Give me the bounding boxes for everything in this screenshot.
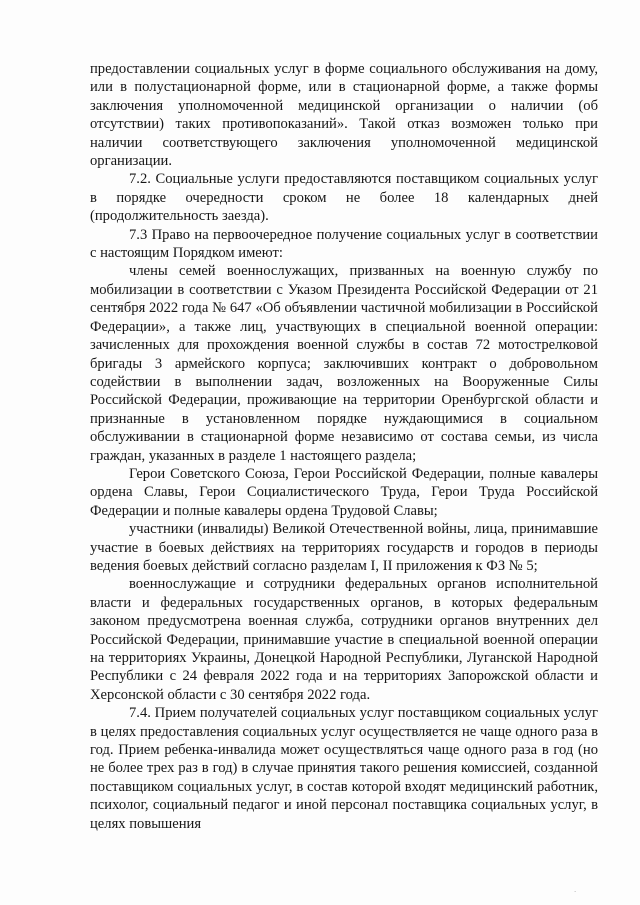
- list-item-mobilized-families: члены семей военнослужащих, призванных на военную службу по мобилизации в соответствии с Указом Президента Российской Федерации от 21 сентября 2022 года № 647 «Об объявлении частичной мобилизации в Российской Федерации», а также лиц, участвующих в специальной военной операции: зачисленных для прохождения военной службы в состав 72 мотострелковой бригады 3 армейского корпуса; заключивших контракт о добровольном содействии в выполнении задач, возложенных на Вооруженные Силы Российской Федерации, проживающие на территории Оренбургской области и признанные в установленном порядке нуждающимися в социальном обслуживании в стационарной форме независимо от состава семьи, из числа граждан, указанных в разделе 1 настоящего раздела;: [90, 263, 598, 464]
- list-item-servicemen: военнослужащие и сотрудники федеральных органов исполнительной власти и федеральных государственных органов, в которых федеральным законом предусмотрена военная служба, сотрудники органов внутренних дел Российской Федерации, принимавшие участие в специальной военной операции на территориях Украины, Донецкой Народной Республики, Луганской Народной Республики с 24 февраля 2022 года и на территориях Запорожской области и Херсонской области с 30 сентября 2022 года.: [90, 576, 598, 703]
- document-body: [90, 60, 598, 833]
- list-item-heroes: Герои Советского Союза, Герои Российской Федерации, полные кавалеры ордена Славы, Герои Социалистического Труда, Герои Труда Российской Федерации и полные кавалеры ордена Трудовой Славы;: [90, 465, 598, 519]
- paragraph-continuation: предоставлении социальных услуг в форме социального обслуживания на дому, или в полустационарной форме, или в стационарной форме, а также формы заключения уполномоченной медицинской организации о наличии (об отсутствии) таких противопоказаний». Такой отказ возможен только при наличии соответствующего заключения уполномоченной медицинской организации.: [90, 61, 598, 170]
- list-item-war-veterans: участники (инвалиды) Великой Отечественной войны, лица, принимавшие участие в боевых действиях на территориях государств и городов в периоды ведения боевых действий согласно разделам I, II приложения к ФЗ № 5;: [90, 521, 598, 574]
- scan-artifact-mark: .: [574, 886, 577, 894]
- paragraph-7-4: 7.4. Прием получателей социальных услуг поставщиком социальных услуг в целях предоставления социальных услуг осуществляется не чаще одного раза в год. Прием ребенка-инвалида может осуществляться чаще одного раза в год (но не более трех раз в год) в случае принятия такого решения комиссией, созданной поставщиком социальных услуг, в состав которой входят медицинский работник, психолог, социальный педагог и иной персонал поставщика социальных услуг, в целях повышения: [90, 705, 598, 832]
- paragraph-7-3: 7.3 Право на первоочередное получение социальных услуг в соответствии с настоящим Порядком имеют:: [90, 226, 598, 262]
- paragraph-7-2: 7.2. Социальные услуги предоставляются поставщиком социальных услуг в порядке очередности сроком не более 18 календарных дней (продолжительность заезда).: [90, 171, 598, 225]
